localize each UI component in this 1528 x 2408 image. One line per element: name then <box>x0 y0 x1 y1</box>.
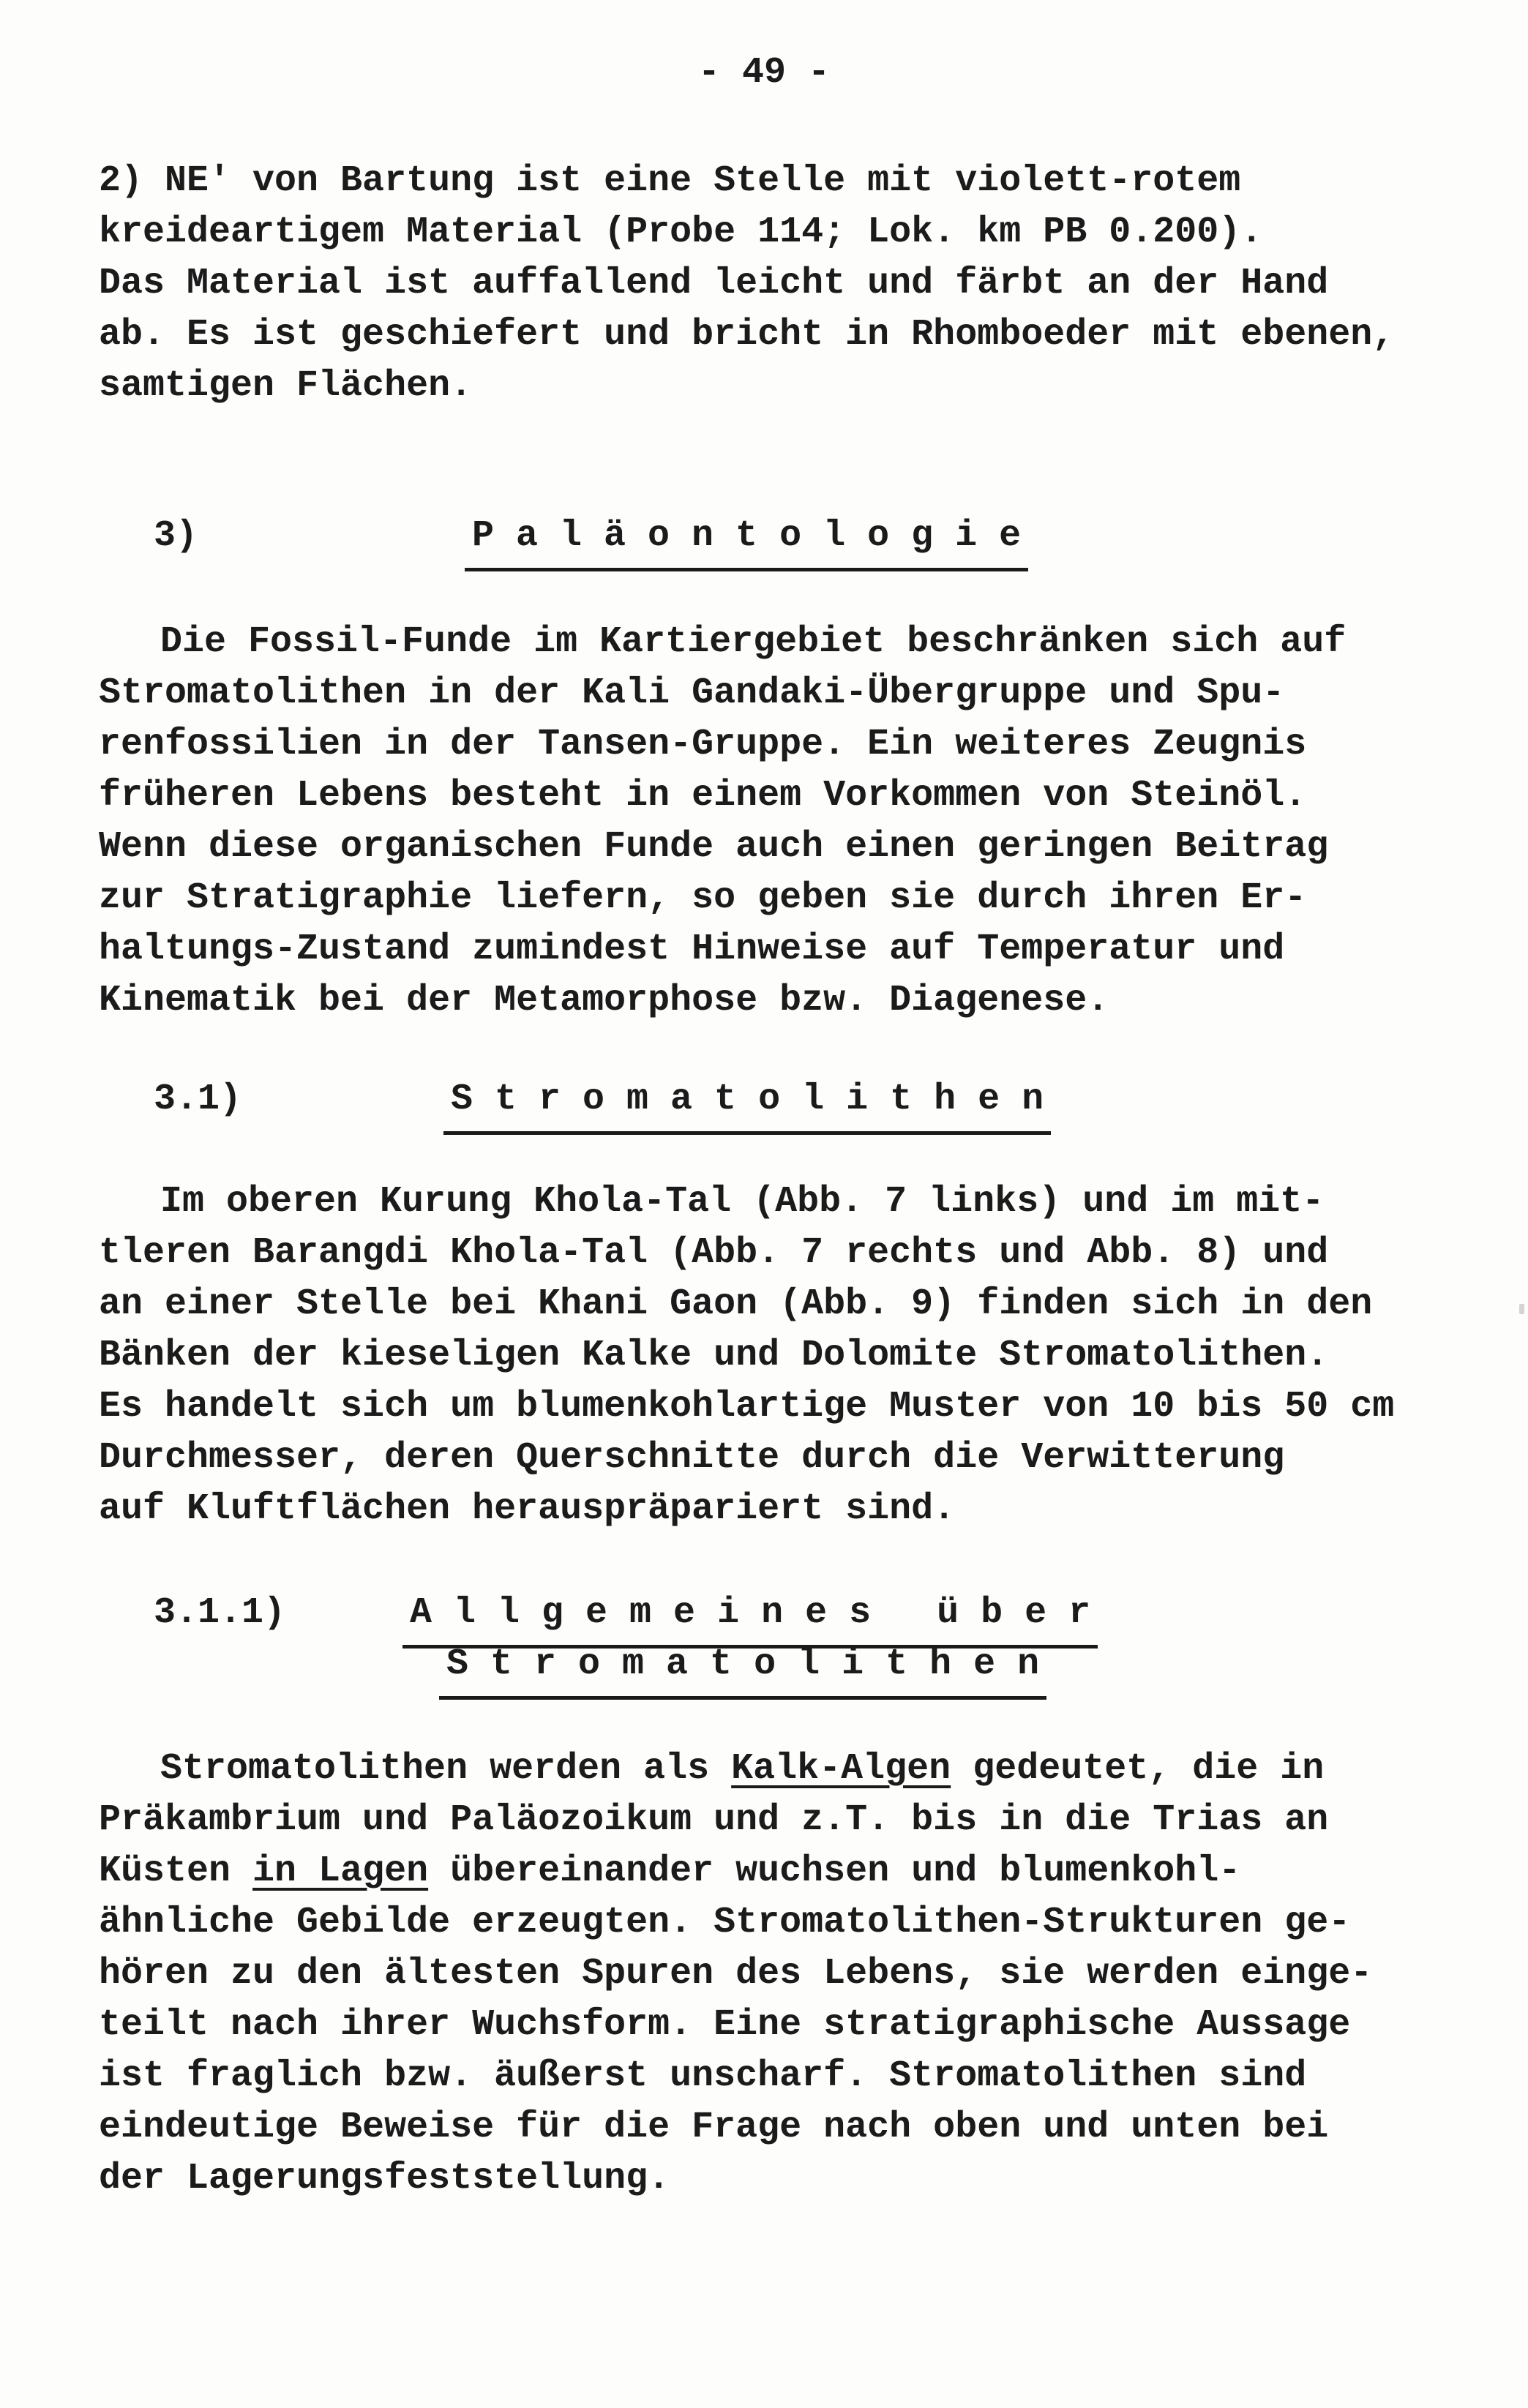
section-title: P a l ä o n t o l o g i e <box>465 511 1028 571</box>
section-number: 3) <box>154 515 198 557</box>
section-title-line-2: S t r o m a t o l i t h e n <box>439 1639 1046 1700</box>
text-segment: übereinander wuchsen und blumenkohl- <box>428 1850 1241 1892</box>
text-segment: Küsten <box>99 1850 253 1892</box>
text-line: früheren Lebens besteht in einem Vorkommen von Steinöl. <box>99 775 1307 817</box>
text-line: kreideartigem Material (Probe 114; Lok. km PB 0.200). <box>99 211 1263 253</box>
text-line: Kinematik bei der Metamorphose bzw. Diagenese. <box>99 980 1109 1021</box>
text-line: haltungs-Zustand zumindest Hinweise auf Temperatur und <box>99 929 1285 970</box>
text-line: ab. Es ist geschiefert und bricht in Rhomboeder mit ebenen, <box>99 314 1395 356</box>
text-line: hören zu den ältesten Spuren des Lebens, sie werden einge- <box>99 1953 1373 1995</box>
section-title-line-1: A l l g e m e i n e s ü b e r <box>402 1588 1098 1649</box>
text-line: Präkambrium und Paläozoikum und z.T. bis in die Trias an <box>99 1799 1329 1841</box>
text-line: Im oberen Kurung Khola-Tal (Abb. 7 links) und im mit- <box>160 1181 1325 1223</box>
text-line <box>99 1846 1484 1897</box>
text-line: ist fraglich bzw. äußerst unscharf. Stromatolithen sind <box>99 2055 1307 2097</box>
section-number: 3.1.1) <box>154 1592 286 1634</box>
text-line: Bänken der kieseligen Kalke und Dolomite Stromatolithen. <box>99 1335 1329 1376</box>
text-line: Wenn diese organischen Funde auch einen geringen Beitrag <box>99 826 1329 868</box>
text-line: Es handelt sich um blumenkohlartige Muster von 10 bis 50 cm <box>99 1386 1395 1428</box>
section-3-paragraph <box>99 617 1484 1027</box>
section-3-1-1-heading-line-2 <box>0 1639 1528 1690</box>
text-line: zur Stratigraphie liefern, so geben sie durch ihren Er- <box>99 877 1307 919</box>
paragraph-item-2 <box>99 156 1484 412</box>
text-line: samtigen Flächen. <box>99 365 473 407</box>
text-line: auf Kluftflächen herauspräpariert sind. <box>99 1488 956 1530</box>
section-title: S t r o m a t o l i t h e n <box>443 1074 1051 1135</box>
text-line: Stromatolithen in der Kali Gandaki-Übergruppe und Spu- <box>99 672 1285 714</box>
text-line: Die Fossil-Funde im Kartiergebiet beschränken sich auf <box>160 621 1347 663</box>
section-number: 3.1) <box>154 1079 242 1120</box>
text-line: eindeutige Beweise für die Frage nach oben und unten bei <box>99 2107 1329 2148</box>
text-segment: Stromatolithen werden als <box>160 1748 732 1790</box>
text-line: teilt nach ihrer Wuchsform. Eine stratigraphische Aussage <box>99 2004 1351 2046</box>
section-3-heading <box>0 511 1528 562</box>
underlined-term-in-lagen: in Lagen <box>252 1850 429 1892</box>
section-3-1-heading <box>0 1074 1528 1125</box>
text-line: an einer Stelle bei Khani Gaon (Abb. 9) finden sich in den <box>99 1283 1373 1325</box>
text-line: Durchmesser, deren Querschnitte durch die Verwitterung <box>99 1437 1285 1479</box>
section-3-1-1-paragraph <box>99 1744 1484 2205</box>
text-line: tleren Barangdi Khola-Tal (Abb. 7 rechts und Abb. 8) und <box>99 1232 1329 1274</box>
text-line <box>99 1744 1484 1795</box>
text-line: 2) NE' von Bartung ist eine Stelle mit violett-rotem <box>99 160 1241 202</box>
text-line: renfossilien in der Tansen-Gruppe. Ein weiteres Zeugnis <box>99 724 1307 765</box>
page-number: - 49 - <box>697 52 831 94</box>
section-3-1-1-heading <box>0 1588 1528 1639</box>
text-line: Das Material ist auffallend leicht und färbt an der Hand <box>99 263 1329 304</box>
text-line: ähnliche Gebilde erzeugten. Stromatolithen-Strukturen ge- <box>99 1902 1351 1943</box>
section-3-1-paragraph <box>99 1177 1484 1535</box>
underlined-term-kalk-algen: Kalk-Algen <box>731 1748 951 1790</box>
text-segment: gedeutet, die in <box>951 1748 1325 1790</box>
scan-artifact <box>1519 1304 1524 1314</box>
text-line: der Lagerungsfeststellung. <box>99 2158 670 2199</box>
